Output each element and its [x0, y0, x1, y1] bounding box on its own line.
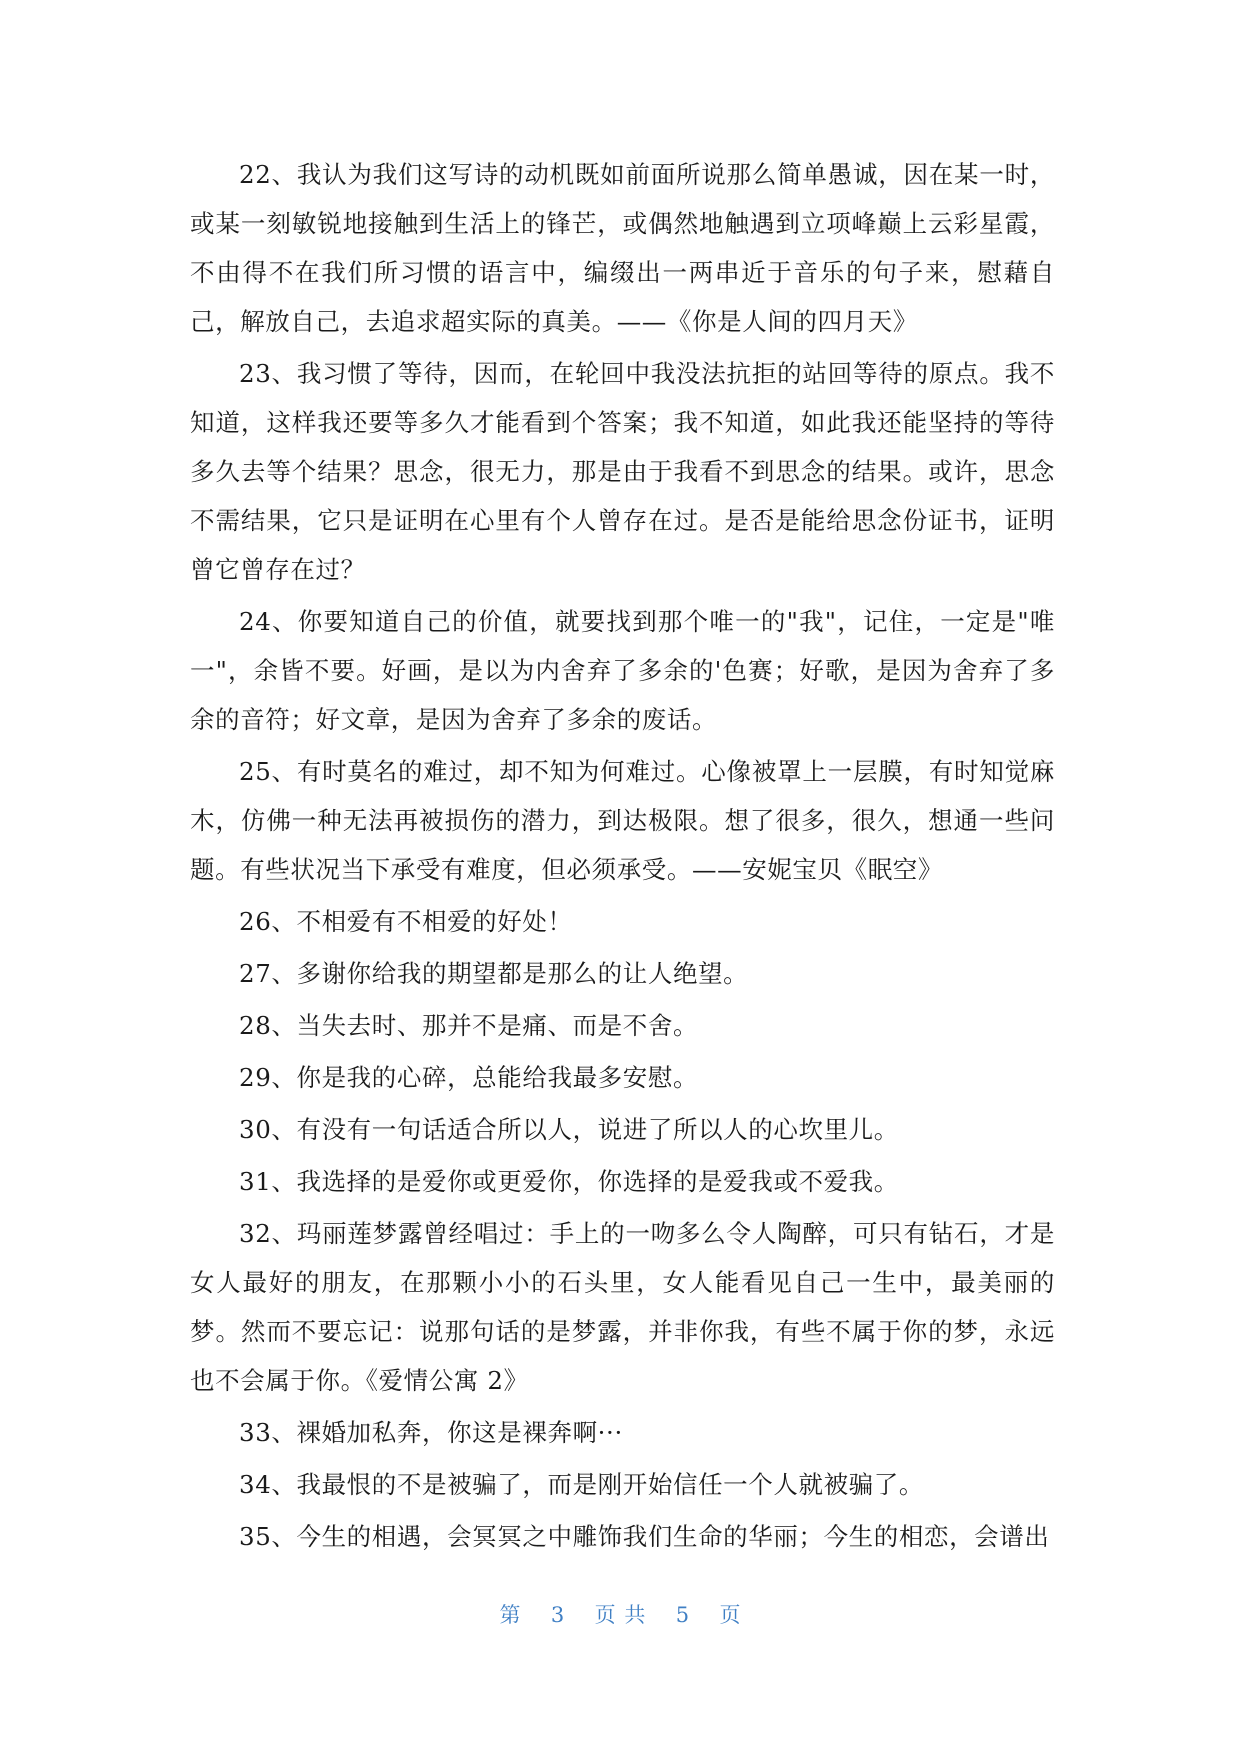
paragraph-22: 22、我认为我们这写诗的动机既如前面所说那么简单愚诚，因在某一时，或某一刻敏锐地接触到生活上的锋芒，或偶然地触遇到立项峰巅上云彩星霞，不由得不在我们所习惯的语言中，编缀出一两串近于音乐的句子来，慰藉自己，解放自己，去追求超实际的真美。——《你是人间的四月天》	[190, 160, 1055, 336]
paragraph-24: 24、你要知道自己的价值，就要找到那个唯一的"我"，记住，一定是"唯一"，余皆不要。好画，是以为内舍弃了多余的'色赛；好歌，是因为舍弃了多余的音符；好文章，是因为舍弃了多余的废话。	[190, 607, 1055, 734]
page-footer	[0, 1599, 1241, 1629]
paragraph-35: 35、今生的相遇，会冥冥之中雕饰我们生命的华丽；今生的相恋，会谱出	[239, 1522, 1050, 1551]
paragraph-23: 23、我习惯了等待，因而，在轮回中我没法抗拒的站回等待的原点。我不知道，这样我还要等多久才能看到个答案；我不知道，如此我还能坚持的等待多久去等个结果？思念，很无力，那是由于我看不到思念的结果。或许，思念不需结果，它只是证明在心里有个人曾存在过。是否是能给思念份证书，证明曾它曾存在过？	[190, 359, 1055, 584]
page-body	[190, 150, 1055, 1561]
paragraph-33: 33、裸婚加私奔，你这是裸奔啊···	[239, 1418, 623, 1447]
paragraph-34: 34、我最恨的不是被骗了，而是刚开始信任一个人就被骗了。	[239, 1470, 924, 1499]
paragraph-31: 31、我选择的是爱你或更爱你，你选择的是爱我或不爱我。	[239, 1167, 899, 1196]
page-number-total: 5	[675, 1603, 691, 1627]
paragraph-32: 32、玛丽莲梦露曾经唱过：手上的一吻多么令人陶醉，可只有钻石，才是女人最好的朋友，在那颗小小的石头里，女人能看见自己一生中，最美丽的梦。然而不要忘记：说那句话的是梦露，并非你我，有些不属于你的梦，永远也不会属于你。《爱情公寓 2》	[190, 1219, 1055, 1395]
page-footer-middle: 页 共	[594, 1603, 647, 1627]
paragraph-26: 26、不相爱有不相爱的好处！	[239, 907, 573, 936]
paragraph-29: 29、你是我的心碎，总能给我最多安慰。	[239, 1063, 699, 1092]
paragraph-28: 28、当失去时、那并不是痛、而是不舍。	[239, 1011, 699, 1040]
paragraph-25: 25、有时莫名的难过，却不知为何难过。心像被罩上一层膜，有时知觉麻木，仿佛一种无法再被损伤的潜力，到达极限。想了很多，很久，想通一些问题。有些状况当下承受有难度，但必须承受。——安妮宝贝《眠空》	[190, 757, 1055, 884]
page-number-current: 3	[550, 1603, 566, 1627]
paragraph-27: 27、多谢你给我的期望都是那么的让人绝望。	[239, 959, 749, 988]
page-footer-suffix: 页	[719, 1603, 742, 1627]
paragraph-30: 30、有没有一句话适合所以人，说进了所以人的心坎里儿。	[239, 1115, 899, 1144]
page-footer-prefix: 第	[499, 1603, 522, 1627]
